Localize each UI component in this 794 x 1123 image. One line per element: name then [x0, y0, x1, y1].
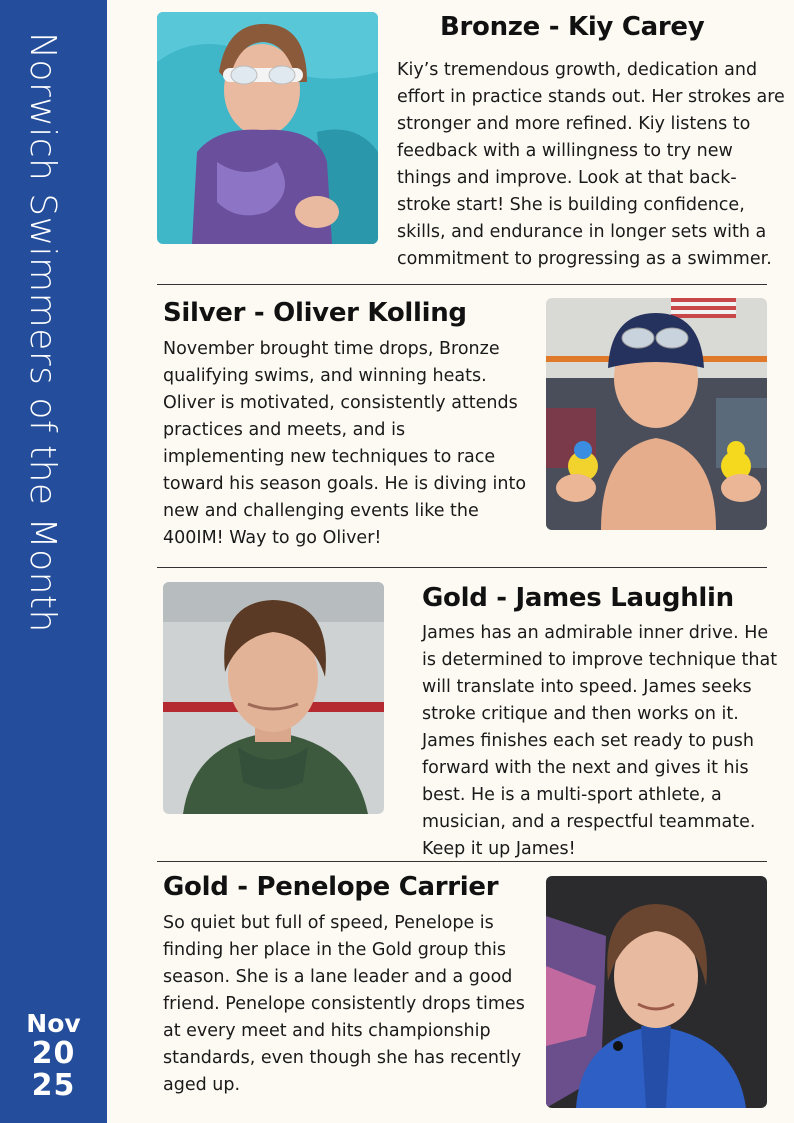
kiy-carey-photo: [157, 12, 378, 244]
james-laughlin-photo: [163, 582, 384, 814]
issue-month: Nov: [26, 1009, 81, 1038]
award-heading-silver: Silver - Oliver Kolling: [163, 298, 467, 328]
issue-year-part2: 25: [31, 1068, 76, 1103]
award-heading-gold-penelope: Gold - Penelope Carrier: [163, 872, 499, 902]
award-description-gold-penelope: So quiet but full of speed, Penelope is finding her place in the Gold group this season. She is a lane leader and a good friend. Penelope consistently drops times at every meet and hits championship standards, even though she has recently aged up.: [163, 913, 525, 1095]
issue-year-part1: 20: [31, 1036, 76, 1071]
section-divider: [157, 567, 767, 568]
section-divider: [157, 861, 767, 862]
award-description-silver: November brought time drops, Bronze qualifying swims, and winning heats. Oliver is motivated, consistently attends practices and meets, and is implementing new techniques to race toward his season goals. He is diving into new and challenging events like the 400IM! Way to go Oliver!: [163, 339, 527, 548]
issue-date: [0, 1010, 107, 1102]
newsletter-title: Norwich Swimmers of the Month: [22, 32, 63, 633]
section-divider: [157, 284, 767, 285]
penelope-carrier-photo: [546, 876, 767, 1108]
award-heading-bronze: Bronze - Kiy Carey: [440, 12, 705, 42]
award-heading-gold-james: Gold - James Laughlin: [422, 583, 734, 613]
award-description-gold-james: James has an admirable inner drive. He is determined to improve technique that will translate into speed. James seeks stroke critique and then works on it. James finishes each set ready to push forward with the next and gives it his best. He is a multi-sport athlete, a musician, and a respectful teammate. Keep it up James!: [422, 623, 778, 859]
sidebar: [0, 0, 107, 1123]
award-description-bronze: Kiy’s tremendous growth, dedication and effort in practice stands out. Her strokes are stronger and more refined. Kiy listens to feedback with a willingness to try new things and improve. Look at that back-stroke start! She is building confidence, skills, and endurance in longer sets with a commitment to progressing as a swimmer.: [397, 60, 785, 269]
oliver-kolling-photo: [546, 298, 767, 530]
